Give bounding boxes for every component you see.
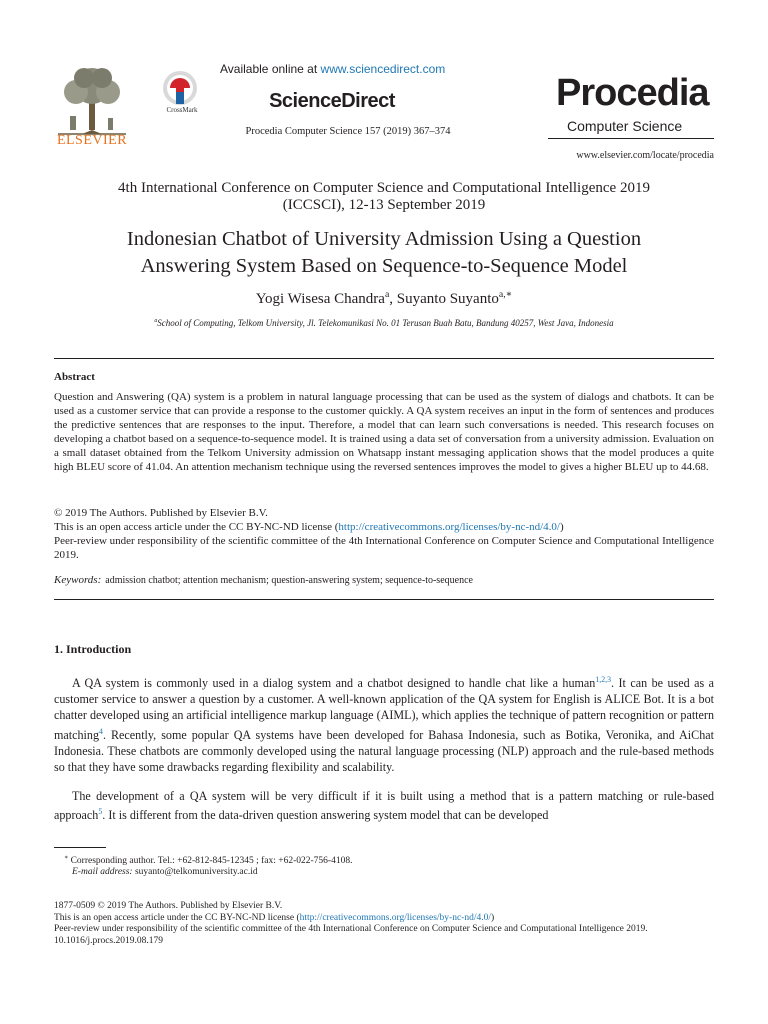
- intro-paragraph-1: [54, 672, 714, 775]
- journal-citation: Procedia Computer Science 157 (2019) 367–374: [245, 126, 451, 137]
- paper-title-line-1: Indonesian Chatbot of University Admission Using a Question: [126, 228, 642, 250]
- doi[interactable]: 10.1016/j.procs.2019.08.179: [54, 935, 163, 946]
- affiliation-mark: a: [154, 318, 158, 324]
- sciencedirect-logo-text: ScienceDirect: [269, 90, 395, 112]
- bottom-open-access: [54, 913, 714, 925]
- intro-p1-text-c: . Recently, some popular QA systems have been developed for Bahasa Indonesia, such as Botika, Veronika, and AiChat Indonesia. These chatbots are commonly developed using the natural language processing (NLP) approach and the rule-based methods so that they have some drawbacks regarding flexibility and scalability.: [54, 727, 714, 775]
- author-1: Yogi Wisesa Chandra: [255, 291, 385, 307]
- citation-4[interactable]: 4: [99, 726, 103, 736]
- author-list: [54, 289, 714, 308]
- intro-p2-text-b: . It is different from the data-driven question answering system model that can be developed: [102, 808, 549, 823]
- citation-1-2-3[interactable]: 1,2,3: [595, 675, 612, 684]
- intro-p1-text-a: A QA system is commonly used in a dialog system and a chatbot designed to handle chat like a human: [72, 676, 596, 691]
- intro-p2-text-a: The development of a QA system will be very difficult if it is built using a method that is a pattern matching or rule-based approach: [54, 789, 714, 823]
- email-address[interactable]: suyanto@telkomuniversity.ac.id: [134, 867, 258, 877]
- abstract-license-block: [54, 507, 714, 563]
- citation-5[interactable]: 5: [98, 807, 103, 817]
- keywords-label: Keywords:: [54, 574, 102, 586]
- conference-name: [54, 180, 714, 214]
- procedia-logo-subtitle: Computer Science: [567, 118, 683, 134]
- journal-url[interactable]: www.elsevier.com/locate/procedia: [576, 150, 714, 161]
- author-separator: ,: [389, 291, 397, 307]
- affiliation: [54, 318, 714, 328]
- email-footnote: [72, 866, 258, 878]
- available-online-line: [220, 62, 445, 76]
- abstract-bottom-rule: [54, 599, 714, 600]
- bottom-license-link[interactable]: http://creativecommons.org/licenses/by-nc-nd/4.0/: [299, 912, 491, 923]
- conference-line-1: 4th International Conference on Computer Science and Computational Intelligence 2019: [118, 180, 650, 196]
- abstract-top-rule: [54, 358, 714, 359]
- footnote-rule: [54, 847, 106, 848]
- crossmark-label: CrossMark: [166, 106, 198, 114]
- conference-line-2: (ICCSCI), 12-13 September 2019: [282, 197, 486, 213]
- bottom-matter: [54, 901, 714, 947]
- corresponding-author-footnote: [64, 852, 352, 867]
- bottom-peer-review: Peer-review under responsibility of the scientific committee of the 4th International Conference on Computer Science and Computational Intelligence 2019.: [54, 924, 648, 935]
- abstract-copyright: © 2019 The Authors. Published by Elsevier B.V.: [54, 507, 268, 519]
- keywords-list: admission chatbot; attention mechanism; question-answering system; sequence-to-sequence: [105, 575, 473, 586]
- corresponding-text: Corresponding author. Tel.: +62-812-845-12345 ; fax: +62-022-756-4108.: [70, 856, 353, 867]
- corresponding-mark: ∗: [64, 855, 69, 861]
- paper-title-line-2: Answering System Based on Sequence-to-Sequence Model: [140, 255, 628, 277]
- abstract-peer-review: Peer-review under responsibility of the scientific committee of the 4th International Conference on Computer Science and Computational Intelligence 2019.: [54, 534, 714, 561]
- abstract-open-access: [54, 521, 714, 535]
- issn-copyright: 1877-0509 © 2019 The Authors. Published by Elsevier B.V.: [54, 901, 283, 911]
- author-2: Suyanto Suyanto: [396, 291, 499, 307]
- affiliation-text: School of Computing, Telkom University, Jl. Telekomunikasi No. 01 Terusan Buah Batu, Bandung 40257, West Java, Indonesia: [157, 318, 614, 328]
- keywords-line: [54, 574, 714, 586]
- abstract-body: Question and Answering (QA) system is a problem in natural language processing that can be used as the system of dialogs and chatbots. It can be used as a customer service that can provide a response to the customer quickly. A QA system receives an input in the form of sentences and produces the predictive sentences that are responses to the input. Therefore, a model that can learn such conversations is needed. This research focuses on developing a chatbot based on a sequence-to-sequence model. It is trained using a data set of conversation from a university admission. Evaluation on a small dataset obtained from the Telkom University admission on Whatsapp instant messaging application shows that the model produces a quite high BLEU score of 41.04. An attention mechanism technique using the reversed sentences improves the model to gives a higher BLEU up to 44.68.: [54, 391, 714, 473]
- section-heading-introduction: 1. Introduction: [54, 642, 132, 656]
- abstract-heading: Abstract: [54, 371, 95, 383]
- email-label: E-mail address:: [72, 867, 133, 877]
- bottom-open-access-text: This is an open access article under the CC BY-NC-ND license (: [54, 912, 300, 923]
- abstract-open-access-close: ): [560, 520, 564, 533]
- available-online-text: Available online at: [220, 62, 321, 76]
- procedia-logo-title: Procedia: [556, 72, 709, 114]
- intro-p1-text-b: . It can be used as a customer service to answer a question by a customer. A well-known application of the QA system for English is ALICE Bot. It is a bot chatter developed using an artificial intelligence markup language (AIML), which applies the technique of pattern recognition or pattern matching: [54, 676, 715, 742]
- author-1-affiliation-mark: a: [384, 289, 390, 300]
- intro-paragraph-2: [54, 788, 714, 823]
- abstract-license-link[interactable]: http://creativecommons.org/licenses/by-nc-nd/4.0/: [338, 520, 560, 533]
- bottom-open-access-close: ): [491, 912, 495, 923]
- paper-title: [54, 226, 714, 280]
- sciencedirect-link[interactable]: www.sciencedirect.com: [320, 62, 446, 76]
- author-2-affiliation-mark: a,∗: [498, 289, 513, 300]
- elsevier-wordmark: ELSEVIER: [56, 133, 128, 148]
- abstract-open-access-text: This is an open access article under the CC BY-NC-ND license (: [54, 520, 339, 533]
- procedia-divider: [548, 138, 714, 139]
